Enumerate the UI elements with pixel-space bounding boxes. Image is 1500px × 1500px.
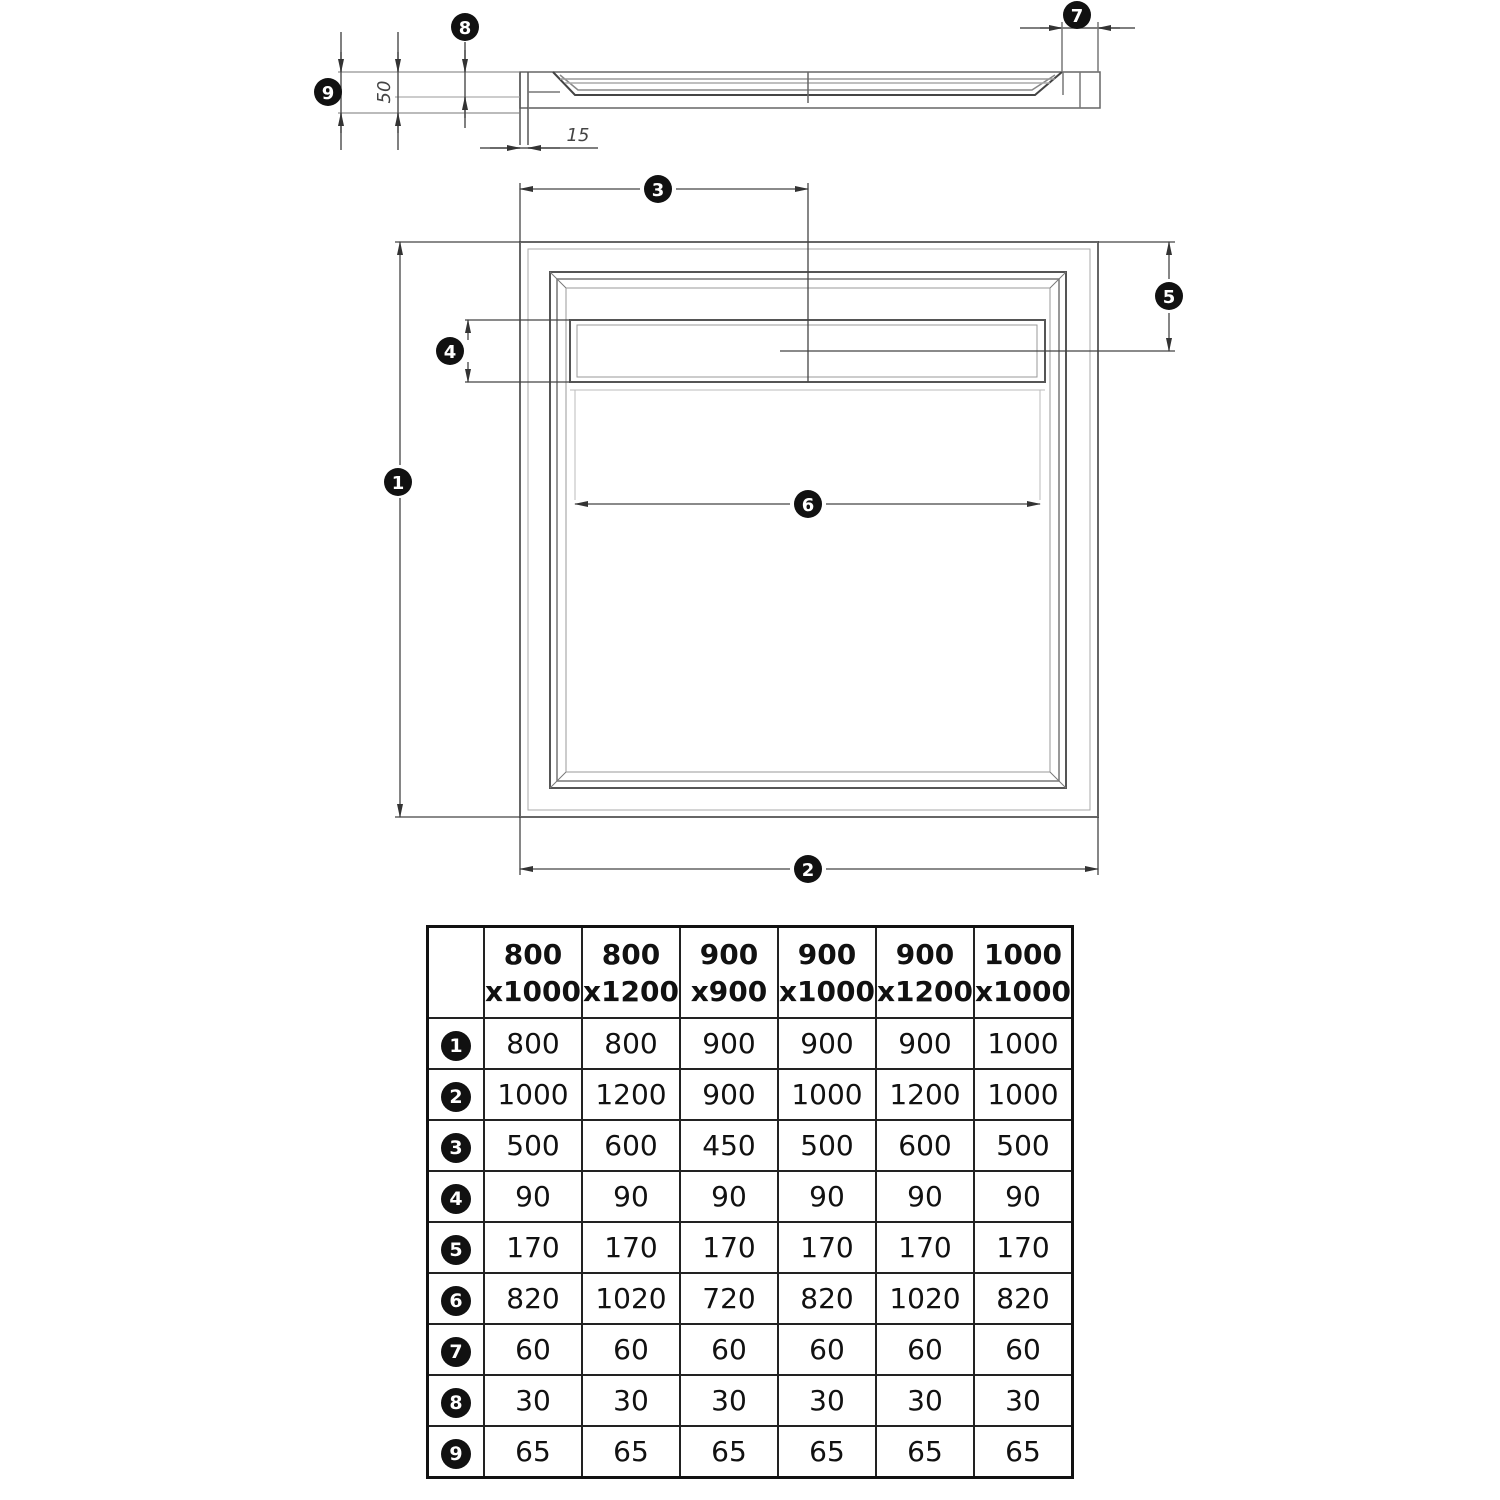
table-row bbox=[428, 1018, 1073, 1069]
marker-3 bbox=[644, 175, 672, 203]
table-cell: 90 bbox=[974, 1171, 1073, 1222]
table-cell: 1000 bbox=[974, 1069, 1073, 1120]
table-cell: 820 bbox=[974, 1273, 1073, 1324]
table-row bbox=[428, 1426, 1073, 1478]
column-header: 800 x1000 bbox=[484, 927, 582, 1019]
marker-9 bbox=[314, 78, 342, 106]
table-cell: 1200 bbox=[582, 1069, 680, 1120]
row-marker-cell bbox=[428, 1171, 485, 1222]
table-row bbox=[428, 1375, 1073, 1426]
row-marker-cell bbox=[428, 1375, 485, 1426]
table-header-row bbox=[428, 927, 1073, 1019]
table-cell: 1020 bbox=[876, 1273, 974, 1324]
marker-4 bbox=[436, 337, 464, 365]
table-cell: 30 bbox=[680, 1375, 778, 1426]
svg-text:5: 5 bbox=[1162, 287, 1176, 308]
table-cell: 60 bbox=[974, 1324, 1073, 1375]
marker-8 bbox=[451, 13, 479, 41]
row-marker-cell bbox=[428, 1018, 485, 1069]
marker-7 bbox=[1063, 1, 1091, 29]
profile-height-label: 50 bbox=[374, 80, 395, 104]
table-cell: 65 bbox=[974, 1426, 1073, 1478]
column-header: 900 x1200 bbox=[876, 927, 974, 1019]
table-cell: 1000 bbox=[974, 1018, 1073, 1069]
table-row bbox=[428, 1222, 1073, 1273]
table-cell: 820 bbox=[484, 1273, 582, 1324]
row-marker-badge: 7 bbox=[441, 1337, 471, 1367]
table-cell: 900 bbox=[876, 1018, 974, 1069]
row-marker-cell bbox=[428, 1069, 485, 1120]
table-cell: 60 bbox=[582, 1324, 680, 1375]
table-cell: 1200 bbox=[876, 1069, 974, 1120]
table-cell: 800 bbox=[582, 1018, 680, 1069]
table-cell: 1020 bbox=[582, 1273, 680, 1324]
svg-text:2: 2 bbox=[801, 860, 815, 881]
table-cell: 500 bbox=[778, 1120, 876, 1171]
row-marker-badge: 8 bbox=[441, 1388, 471, 1418]
table-cell: 600 bbox=[582, 1120, 680, 1171]
row-marker-badge: 4 bbox=[441, 1184, 471, 1214]
svg-text:6: 6 bbox=[801, 495, 815, 516]
table-row bbox=[428, 1171, 1073, 1222]
corner-cell bbox=[428, 927, 485, 1019]
table-row bbox=[428, 1324, 1073, 1375]
table-cell: 170 bbox=[974, 1222, 1073, 1273]
table-cell: 60 bbox=[876, 1324, 974, 1375]
row-marker-badge: 1 bbox=[441, 1031, 471, 1061]
table-cell: 30 bbox=[582, 1375, 680, 1426]
table-cell: 60 bbox=[680, 1324, 778, 1375]
plan-view bbox=[520, 242, 1098, 817]
column-header: 900 x900 bbox=[680, 927, 778, 1019]
table-cell: 170 bbox=[582, 1222, 680, 1273]
svg-text:3: 3 bbox=[651, 180, 665, 201]
row-marker-badge: 5 bbox=[441, 1235, 471, 1265]
table-row bbox=[428, 1120, 1073, 1171]
row-marker-cell bbox=[428, 1273, 485, 1324]
table-cell: 90 bbox=[680, 1171, 778, 1222]
side-profile-view bbox=[338, 22, 1135, 150]
table-cell: 65 bbox=[778, 1426, 876, 1478]
table-cell: 60 bbox=[484, 1324, 582, 1375]
row-marker-badge: 9 bbox=[441, 1439, 471, 1469]
table-cell: 65 bbox=[876, 1426, 974, 1478]
row-marker-cell bbox=[428, 1426, 485, 1478]
table-row bbox=[428, 1069, 1073, 1120]
table-cell: 600 bbox=[876, 1120, 974, 1171]
table-cell: 500 bbox=[974, 1120, 1073, 1171]
column-header: 800 x1200 bbox=[582, 927, 680, 1019]
row-marker-badge: 3 bbox=[441, 1133, 471, 1163]
table-cell: 65 bbox=[484, 1426, 582, 1478]
table-cell: 1000 bbox=[778, 1069, 876, 1120]
table-cell: 500 bbox=[484, 1120, 582, 1171]
row-marker-cell bbox=[428, 1324, 485, 1375]
plan-dimension-lines bbox=[395, 183, 1175, 875]
profile-width-label: 15 bbox=[566, 125, 590, 146]
table-cell: 90 bbox=[484, 1171, 582, 1222]
svg-text:8: 8 bbox=[458, 18, 472, 39]
dimensions-table bbox=[426, 925, 1074, 1479]
svg-text:7: 7 bbox=[1070, 6, 1084, 27]
marker-6 bbox=[794, 490, 822, 518]
table-cell: 30 bbox=[876, 1375, 974, 1426]
table-cell: 30 bbox=[974, 1375, 1073, 1426]
table-cell: 60 bbox=[778, 1324, 876, 1375]
row-marker-cell bbox=[428, 1120, 485, 1171]
marker-5 bbox=[1155, 282, 1183, 310]
row-marker-badge: 2 bbox=[441, 1082, 471, 1112]
marker-2 bbox=[794, 855, 822, 883]
table-cell: 65 bbox=[680, 1426, 778, 1478]
table-cell: 900 bbox=[778, 1018, 876, 1069]
row-marker-badge: 6 bbox=[441, 1286, 471, 1316]
table-cell: 720 bbox=[680, 1273, 778, 1324]
table-cell: 820 bbox=[778, 1273, 876, 1324]
table-row bbox=[428, 1273, 1073, 1324]
table-cell: 170 bbox=[876, 1222, 974, 1273]
column-header: 1000 x1000 bbox=[974, 927, 1073, 1019]
column-header: 900 x1000 bbox=[778, 927, 876, 1019]
table-cell: 65 bbox=[582, 1426, 680, 1478]
svg-text:9: 9 bbox=[321, 83, 335, 104]
row-marker-cell bbox=[428, 1222, 485, 1273]
table-cell: 90 bbox=[778, 1171, 876, 1222]
table-cell: 1000 bbox=[484, 1069, 582, 1120]
table-cell: 30 bbox=[778, 1375, 876, 1426]
table-cell: 90 bbox=[582, 1171, 680, 1222]
svg-text:4: 4 bbox=[443, 342, 457, 363]
table-body bbox=[428, 1018, 1073, 1478]
table-cell: 30 bbox=[484, 1375, 582, 1426]
table-cell: 800 bbox=[484, 1018, 582, 1069]
table-cell: 170 bbox=[778, 1222, 876, 1273]
table-cell: 900 bbox=[680, 1069, 778, 1120]
table-cell: 90 bbox=[876, 1171, 974, 1222]
table-cell: 170 bbox=[680, 1222, 778, 1273]
svg-text:1: 1 bbox=[391, 473, 405, 494]
table-cell: 170 bbox=[484, 1222, 582, 1273]
marker-1 bbox=[384, 468, 412, 496]
table-cell: 450 bbox=[680, 1120, 778, 1171]
table-cell: 900 bbox=[680, 1018, 778, 1069]
